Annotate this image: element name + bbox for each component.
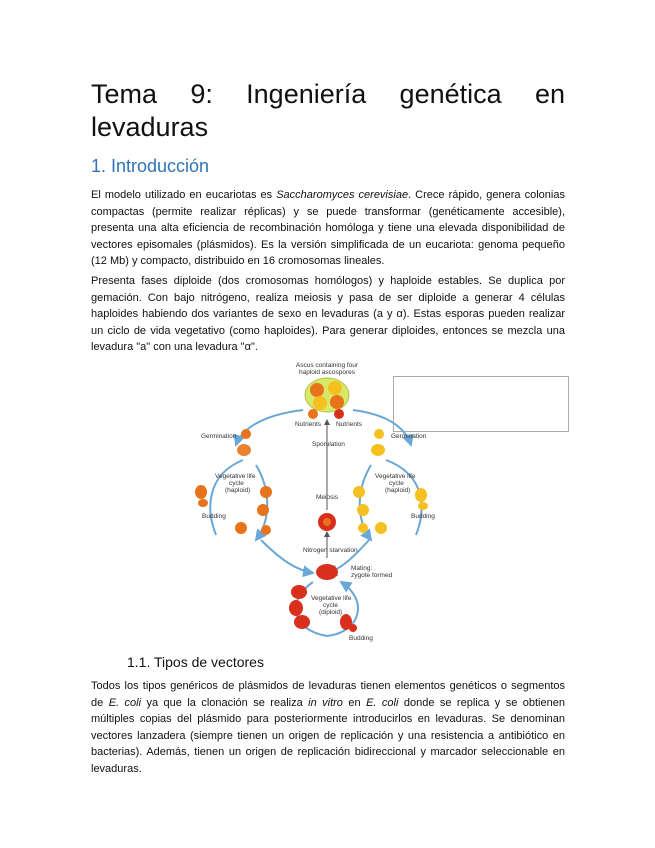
ascus-label: haploid ascospores: [298, 368, 356, 376]
germination-left-label: Germination: [201, 432, 237, 440]
haploid-cell-a: [260, 486, 272, 498]
vectors-paragraph: [91, 678, 565, 778]
veg-left-label: cycle: [229, 479, 244, 487]
budding-left-label: Budding: [202, 512, 226, 520]
intro-paragraph-2: Presenta fases diploide (dos cromosomas homólogos) y haploide estables. Se duplica por gemación. Con bajo nitrógeno, realiza meiosis y pasa de ser diploide a generar 4 células haploides habiendo dos variantes de sexo en levaduras (a y α). Estas esporas pueden realizar un ciclo de vida vegetativo (como haploides). Para generar diploides, entonces se mezcla una levadura "a" con una levadura "α".: [91, 274, 565, 354]
title-word: 9:: [190, 79, 213, 109]
haploid-cell-alpha: [371, 444, 385, 456]
life-cycle-diagram: [91, 360, 565, 642]
species-name: E. coli: [108, 696, 142, 709]
veg-diploid-label: cycle: [323, 601, 338, 609]
haploid-cell-a: [241, 429, 251, 439]
haploid-cell-alpha: [358, 523, 368, 533]
haploid-cell-a: [261, 525, 271, 535]
title-word: Tema: [91, 79, 158, 109]
veg-left-label: (haploid): [225, 486, 251, 494]
nutrients-left-label: Nutrients: [295, 420, 322, 428]
title-line-1: [91, 78, 565, 111]
species-name: Saccharomyces cerevisiae: [276, 189, 409, 201]
spore-cell: [334, 409, 344, 419]
veg-left-label: Vegetative life: [215, 472, 256, 480]
text-run: . Crece rápido, genera colonias compactas (permite realizar réplicas) y se puede transformar (genéticamente accesible), presenta una alta eficiencia de recombinación homóloga y tiene una elevada disponibilidad de vectores episomales (plásmidos). Es la versión simplificada de un eucariota: genoma pequeño (12 Mb) y compacto, distribuido en 16 cromosomas lineales.: [91, 189, 565, 268]
title-word: genética: [399, 79, 502, 109]
veg-diploid-label: (diploid): [319, 608, 343, 616]
diploid-cell: [291, 585, 307, 599]
text-run: donde se replica y se obtienen múltiples copias del plásmido para posteriormente introducirlos en levaduras. Se denominan vectores lanzadera (siempre tienen un origen de replicación y una resistencia a antibiótico en bacterias). Además, tienen un origen de replicación bidireccional y marcador seleccionable en levaduras.: [91, 696, 565, 775]
nutrients-right-label: Nutrients: [336, 420, 363, 428]
cycle-arrow: [261, 540, 313, 573]
sporulation-label: Sporulation: [312, 440, 345, 448]
text-run: en: [342, 696, 367, 709]
veg-right-label: cycle: [389, 479, 404, 487]
text-run: El modelo utilizado en eucariotas es: [91, 189, 277, 201]
cycle-arrow: [236, 410, 303, 445]
ascospore: [328, 381, 342, 395]
ascus-cell: [305, 378, 349, 412]
nitrogen-label: Nitrogen starvation: [303, 546, 358, 554]
text-run: ya que la clonación se realiza: [141, 696, 309, 709]
budding-bottom-label: Budding: [349, 634, 373, 642]
title-word: Ingeniería: [246, 79, 367, 109]
haploid-cell-a: [237, 444, 251, 456]
title-line-2: levaduras: [91, 112, 209, 142]
veg-right-label: Vegetative life: [375, 472, 416, 480]
haploid-cell-alpha: [375, 522, 387, 534]
haploid-cell-alpha: [374, 429, 384, 439]
section-heading-introduccion: 1. Introducción: [91, 156, 210, 176]
veg-right-label: (haploid): [385, 486, 411, 494]
ascospore: [310, 383, 324, 397]
haploid-cell-a: [235, 522, 247, 534]
diploid-cell: [289, 600, 303, 616]
document-page: [91, 78, 565, 781]
mating-label: Mating:: [351, 564, 373, 572]
veg-diploid-label: Vegetative life: [311, 594, 352, 602]
meiosis-label: Meiosis: [316, 493, 339, 501]
haploid-cell-a: [257, 504, 269, 516]
intro-paragraph-1: [91, 187, 565, 270]
yeast-life-cycle-figure: [91, 360, 565, 642]
diploid-cell: [323, 518, 331, 526]
budding-cell: [198, 499, 208, 507]
ascospore: [313, 396, 327, 410]
budding-right-label: Budding: [411, 512, 435, 520]
ascospore: [330, 395, 344, 409]
title-word: en: [534, 79, 565, 109]
latin-term: in vitro: [308, 696, 343, 709]
budding-cell: [195, 485, 207, 499]
haploid-cell-alpha: [357, 504, 369, 516]
text-run: Todos los tipos genéricos de plásmidos de levaduras tienen elementos genéticos o segmentos de: [91, 679, 565, 709]
budding-cell: [349, 624, 357, 632]
budding-cell: [418, 502, 428, 510]
germination-right-label: Germination: [391, 432, 427, 440]
mating-label: zygote formed: [351, 571, 393, 579]
zygote-cell: [316, 564, 338, 580]
budding-cell: [415, 488, 427, 502]
subsection-heading-tipos-de-vectores: 1.1. Tipos de vectores: [127, 653, 264, 670]
spore-cell: [308, 409, 318, 419]
species-name: E. coli: [366, 696, 399, 709]
page-title: [91, 78, 565, 144]
diploid-cell: [294, 615, 310, 629]
ascus-label: Ascus containing four: [295, 361, 359, 369]
haploid-cell-alpha: [353, 486, 365, 498]
